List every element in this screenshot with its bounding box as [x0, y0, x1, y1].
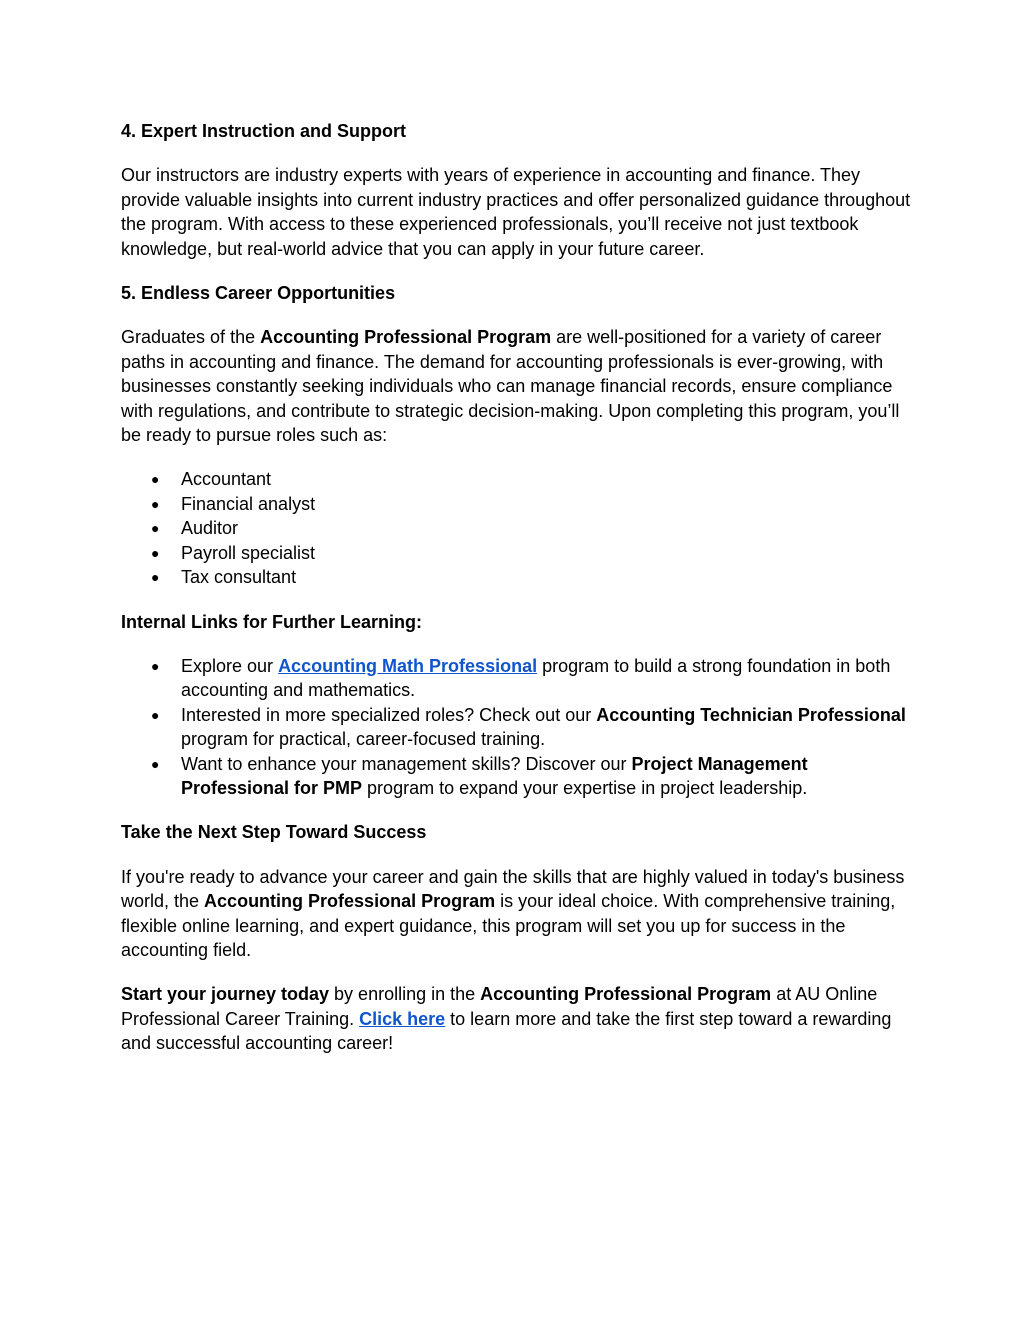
- internal-links-heading: Internal Links for Further Learning:: [121, 611, 423, 632]
- list-item: [121, 654, 911, 703]
- bold-cta: Start your journey today: [121, 984, 330, 1005]
- bullet-icon: ●: [151, 544, 160, 561]
- list-item: [121, 541, 911, 565]
- internal-links-list: [121, 654, 911, 800]
- list-item: [121, 492, 911, 516]
- text-span: Graduates of the: [121, 327, 261, 348]
- list-item: [121, 516, 911, 540]
- text-span: at AU Online Professional Career Training.: [121, 984, 878, 1029]
- text-span: are well-positioned for a variety of career paths in accounting and finance. The demand for accounting professionals is ever-growing, with businesses constantly seeking individuals who can manage financial records, ensure compliance with regulations, and contribute to strategic decision-making. Upon completing this program, you’ll be ready to pursue roles such as:: [121, 327, 900, 446]
- list-item-label: Financial analyst: [181, 493, 316, 514]
- text-span: Interested in more specialized roles? Check out our: [181, 704, 597, 725]
- bold-program-name: Project Management Professional for PMP: [181, 753, 808, 798]
- section-5-heading: 5. Endless Career Opportunities: [121, 283, 396, 304]
- bullet-icon: ●: [151, 657, 160, 674]
- list-item: [121, 703, 911, 752]
- list-item-label: Payroll specialist: [181, 542, 316, 563]
- bold-program-name: Accounting Professional Program: [480, 984, 772, 1005]
- section-5-paragraph: [121, 325, 911, 447]
- list-item-label: Tax consultant: [181, 567, 297, 588]
- text-span: Want to enhance your management skills? Discover our: [181, 753, 632, 774]
- text-span: program to build a strong foundation in both accounting and mathematics.: [181, 655, 891, 701]
- accounting-math-professional-link[interactable]: Accounting Math Professional: [278, 655, 538, 676]
- list-item: [121, 467, 911, 491]
- bold-program-name: Accounting Technician Professional: [596, 704, 906, 725]
- text-span: program to expand your expertise in project leadership.: [362, 777, 808, 798]
- text-span: If you're ready to advance your career and gain the skills that are highly valued in today's business world, the: [121, 866, 905, 912]
- text-span: by enrolling in the: [329, 984, 481, 1005]
- section-4-paragraph: Our instructors are industry experts with years of experience in accounting and finance. They provide valuable insights into current industry practices and offer personalized guidance throughout the program. With access to these experienced professionals, you’ll receive not just textbook knowledge, but real-world advice that you can apply in your future career.: [121, 165, 911, 259]
- bold-program-name: Accounting Professional Program: [204, 891, 496, 912]
- list-item-label: Auditor: [181, 518, 239, 539]
- next-step-heading: Take the Next Step Toward Success: [121, 822, 427, 843]
- career-roles-list: [121, 467, 911, 589]
- text-span: program for practical, career-focused training.: [181, 729, 546, 750]
- section-4-heading: 4. Expert Instruction and Support: [121, 121, 407, 141]
- bullet-icon: ●: [151, 495, 160, 512]
- click-here-link[interactable]: Click here: [359, 1008, 446, 1029]
- bullet-icon: ●: [151, 471, 160, 488]
- bullet-icon: ●: [151, 706, 160, 723]
- bullet-icon: ●: [151, 569, 160, 586]
- bullet-icon: ●: [151, 520, 160, 537]
- document-body: [121, 119, 911, 1076]
- bullet-icon: ●: [151, 755, 160, 772]
- text-span: is your ideal choice. With comprehensive training, flexible online learning, and expert guidance, this program will set you up for success in the accounting field.: [121, 891, 896, 960]
- list-item: [121, 752, 911, 801]
- bold-program-name: Accounting Professional Program: [260, 327, 552, 348]
- text-span: to learn more and take the first step toward a rewarding and successful accounting career!: [121, 1008, 892, 1054]
- cta-paragraph: [121, 982, 911, 1055]
- text-span: Explore our: [181, 655, 279, 676]
- list-item-label: Accountant: [181, 469, 272, 490]
- list-item: [121, 565, 911, 589]
- next-step-paragraph: [121, 865, 911, 963]
